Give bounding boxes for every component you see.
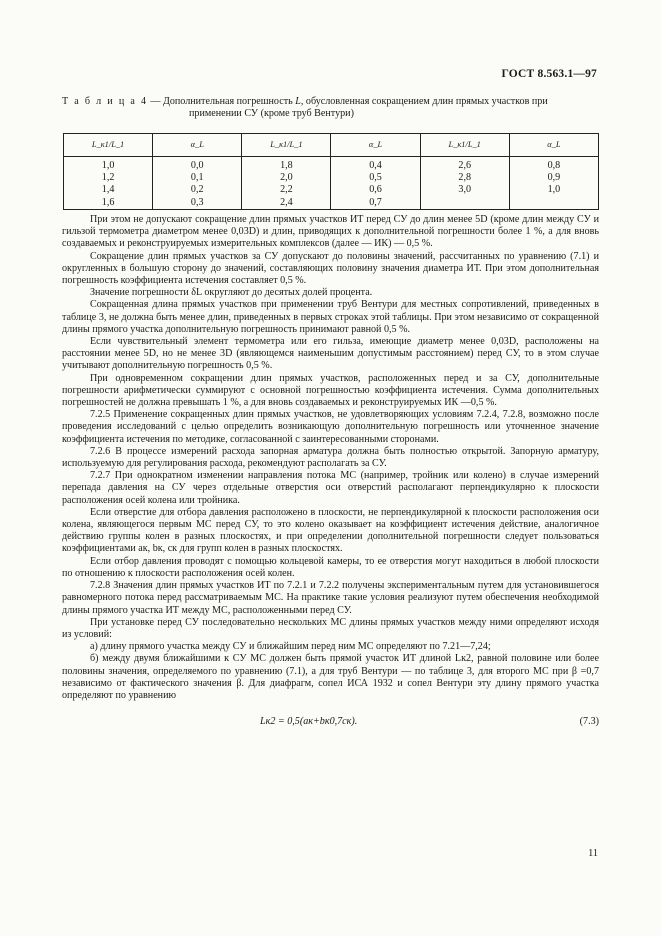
table-cell: 0,5: [331, 172, 420, 184]
paragraph: Если чувствительный элемент термометра или его гильза, имеющие диаметр менее 0,03D, расположены на расстоянии менее 5D, но не менее 3D (являющемся наименьшим допустимым расстоянием) перед СУ, то в этом случае учитывают дополнительную погрешность 0,5 %.: [62, 336, 600, 372]
table-title-end: , обусловленная сокращением длин прямых участков при: [300, 96, 548, 107]
formula-number: (7.3): [579, 716, 599, 728]
correction-table: [63, 133, 599, 210]
table-cell: 1,2: [64, 172, 153, 184]
table-cell: 1,0: [509, 184, 598, 196]
standard-header: ГОСТ 8.563.1—97: [501, 68, 597, 80]
paragraph: Сокращенная длина прямых участков при применении труб Вентури для местных сопротивлений, приведенных в таблице 3, не должна быть менее длин, приведенных в первых строках этой таблицы. При этом независимо от сокращенной длины прямого участка дополнительную погрешность принимают равной 0,5 %.: [62, 299, 599, 335]
paragraph: 7.2.5 Применение сокращенных длин прямых участков, не удовлетворяющих условиям 7.2.4, 7.2.8, возможно после проведения исследований с целью определить возникающую дополнительную погрешность или уточненное значение коэффициента истечения по методике, согласованной с заинтересованными сторонами.: [62, 409, 599, 445]
table-cell: 1,0: [64, 157, 153, 173]
table-cell: 0,0: [153, 157, 242, 173]
paragraph: При одновременном сокращении длин прямых участков, расположенных перед и за СУ, дополнительные погрешности арифметически суммируют с основной погрешностью коэффициента истечения. Сумма дополнительных погрешностей не должна превышать 1 %, а для вновь создаваемых и реконструируемых ИК —0,5 %.: [62, 372, 599, 409]
table-header-cell: L_к1/L_1: [242, 134, 331, 157]
table-cell: 1,4: [64, 184, 153, 196]
table-label: Т а б л и ц а 4: [62, 96, 148, 107]
table-cell: 2,2: [242, 184, 331, 196]
table-cell: 2,0: [242, 172, 331, 184]
table-cell: 3,0: [420, 184, 509, 196]
paragraph: 7.2.6 В процессе измерений расхода запорная арматура должна быть полностью открытой. Запорную арматуру, используемую для регулирования расхода, рекомендуют располагать за СУ.: [62, 445, 599, 470]
formula: [62, 714, 599, 730]
table-row: [64, 184, 599, 196]
table-cell: 0,3: [153, 197, 242, 210]
table-caption: [62, 96, 592, 120]
table-cell: 0,1: [153, 172, 242, 184]
paragraph: Значение погрешности δL округляют до десятых долей процента.: [90, 287, 373, 299]
paragraph: б) между двумя ближайшими к СУ МС должен быть прямой участок ИТ длиной Lк2, равной половине или более половины значения, определяемого по уравнению (7.1), а для труб Вентури — по таблице 3, для второго МС при β =0,7 независимо от фактического значения β. Для диафрагм, сопел ИСА 1932 и сопел Вентури эту длину прямого участка определяют по уравнению: [62, 653, 599, 701]
table-row: [64, 157, 599, 173]
table-title-continuation: применении СУ (кроме труб Вентури): [189, 108, 354, 120]
table-row: [64, 197, 599, 210]
table-cell: 0,9: [509, 172, 598, 184]
paragraph: 7.2.7 При однократном изменении направления потока МС (например, тройник или колено) в случае измерений перепада давления на СУ через отдельные отверстия оси отверстий располагают перпендикулярно к плоскости расположения осей колена или тройника.: [62, 470, 599, 506]
table-header-cell: L_к1/L_1: [64, 134, 153, 157]
paragraph: Если отбор давления проводят с помощью кольцевой камеры, то ее отверстия могут находиться в любой плоскости по отношению к плоскости расположения осей колен.: [62, 555, 599, 579]
table-title-symbol: L: [295, 96, 301, 107]
paragraph: Если отверстие для отбора давления расположено в плоскости, не перпендикулярной к плоскости расположения оси колена, являющегося первым МС перед СУ, то это колено оказывает на коэффициент истечения действие, аналогичное действию группы колен в разных плоскостях, и при определении дополнительной погрешности следует пользоваться коэффициентами aк, bк, cк для групп колен в разных плоскостях.: [62, 506, 599, 555]
paragraph: а) длину прямого участка между СУ и ближайшим перед ним МС определяют по 7.21—7,24;: [90, 641, 491, 653]
paragraph: При установке перед СУ последовательно нескольких МС длины прямых участков между ними определяют исходя из условий:: [62, 616, 599, 640]
table-header-cell: α_L: [331, 134, 420, 157]
table-cell: 2,4: [242, 197, 331, 210]
paragraph: При этом не допускают сокращение длин прямых участков ИТ перед СУ до длин менее 5D (кроме длин между СУ и гильзой термометра диаметром менее 0,03D) и длин, приводящих к дополнительной погрешности более 1 %, а для вновь создаваемых и реконструируемых измерительных комплексов (далее — ИК) — 0,5 %.: [62, 214, 599, 250]
table-title-start: — Дополнительная погрешность: [147, 96, 296, 107]
table-cell: [509, 197, 598, 210]
table-cell: 0,4: [331, 157, 420, 173]
table-cell: 2,6: [420, 157, 509, 173]
table-header-cell: L_к1/L_1: [420, 134, 509, 157]
table-cell: 1,8: [242, 157, 331, 173]
table-cell: [420, 197, 509, 210]
table-header-cell: α_L: [509, 134, 598, 157]
body-text: [62, 214, 599, 730]
formula-expression: Lк2 = 0,5(aк+bк0,7cк).: [260, 716, 358, 728]
table-cell: 1,6: [64, 197, 153, 210]
table-header-cell: α_L: [153, 134, 242, 157]
table-cell: 0,7: [331, 197, 420, 210]
paragraph: 7.2.8 Значения длин прямых участков ИТ по 7.2.1 и 7.2.2 получены экспериментальным путем для установившегося равномерного потока перед рассматриваемым МС. На практике такие условия реализуют путем обеспечения необходимой длины прямого участка ИТ между МС, расположенными перед СУ.: [62, 580, 599, 616]
paragraph: Сокращение длин прямых участков за СУ допускают до половины значений, рассчитанных по уравнению (7.1) и округленных в большую сторону до значений, составляющих половину значения диаметра ИТ. При этом дополнительная погрешность коэффициента истечения составляет 0,5 %.: [62, 250, 599, 287]
table-cell: 0,8: [509, 157, 598, 173]
page-number: 11: [588, 848, 598, 859]
table-cell: 0,2: [153, 184, 242, 196]
table-cell: 0,6: [331, 184, 420, 196]
table-cell: 2,8: [420, 172, 509, 184]
table-row: [64, 172, 599, 184]
table-header-row: [64, 134, 599, 157]
